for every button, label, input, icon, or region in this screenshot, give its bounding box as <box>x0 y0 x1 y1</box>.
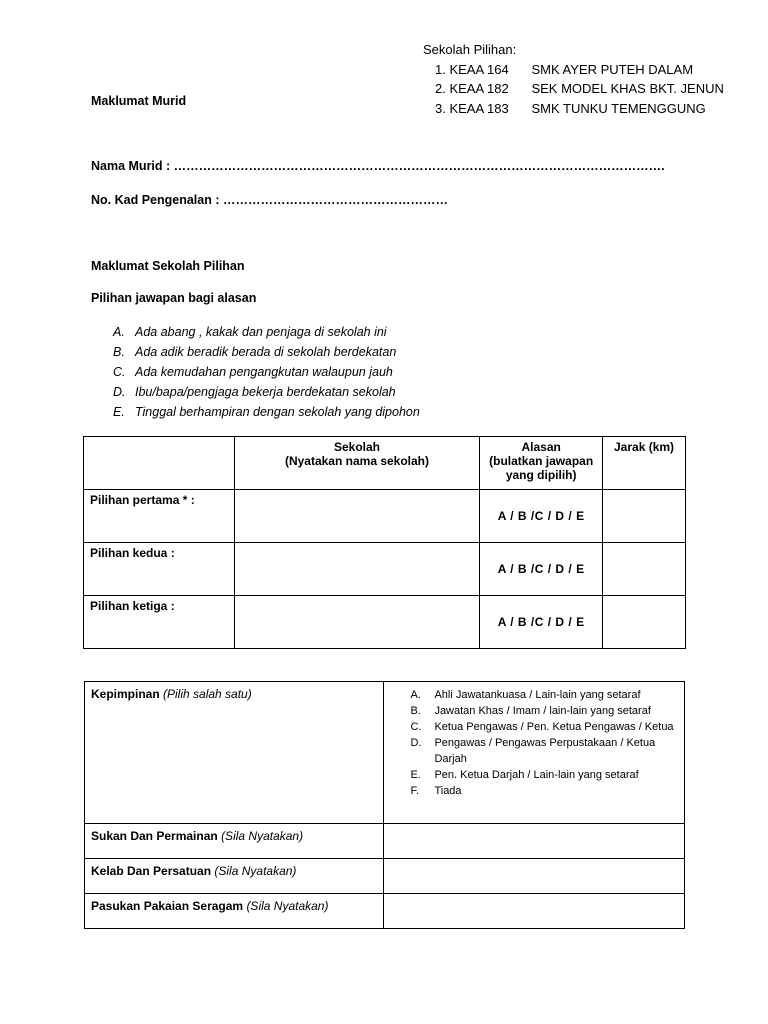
student-ic-field[interactable]: No. Kad Pengenalan : ……………………………………………… <box>91 193 448 207</box>
leadership-option[interactable] <box>390 767 678 783</box>
table-row <box>84 596 686 649</box>
row-label: Pilihan pertama * : <box>84 490 235 543</box>
leadership-option[interactable] <box>390 687 678 703</box>
reason-text: Ada adik beradik berada di sekolah berdekatan <box>135 345 397 359</box>
activity-label-cell <box>85 894 384 929</box>
student-section-title: Maklumat Murid <box>91 94 187 108</box>
reason-item <box>113 322 420 342</box>
activity-input-cell[interactable] <box>384 859 685 894</box>
header-reason-label: Alasan <box>521 440 561 454</box>
distance-input-cell[interactable] <box>603 543 686 596</box>
header-school-hint: (Nyatakan nama sekolah) <box>284 454 430 468</box>
school-choice-item <box>423 99 724 119</box>
school-choice-title: Sekolah Pilihan: <box>423 42 517 57</box>
option-letter: C. <box>410 721 422 733</box>
reason-choice-cell[interactable]: A / B /C / D / E <box>480 490 603 543</box>
reason-choice-cell[interactable]: A / B /C / D / E <box>480 596 603 649</box>
leadership-option[interactable] <box>390 719 678 735</box>
reason-item <box>113 342 420 362</box>
option-text: Ketua Pengawas / Pen. Ketua Pengawas / Ketua <box>434 721 674 733</box>
activity-label: Sukan Dan Permainan <box>91 829 218 843</box>
distance-input-cell[interactable] <box>603 596 686 649</box>
reason-text: Ada abang , kakak dan penjaga di sekolah ini <box>135 325 387 339</box>
activity-row <box>85 894 685 929</box>
header-reason-hint: yang dipilih) <box>505 468 577 482</box>
school-choice-table <box>83 436 686 649</box>
reason-text: Ada kemudahan pengangkutan walaupun jauh <box>135 365 393 379</box>
option-text: Tiada <box>434 785 462 797</box>
header-school-cell <box>234 437 480 490</box>
reason-letter: B. <box>113 345 125 359</box>
school-choice-header <box>423 40 724 118</box>
activity-label: Pasukan Pakaian Seragam <box>91 899 244 913</box>
reasons-title: Pilihan jawapan bagi alasan <box>91 291 257 305</box>
leadership-label: Kepimpinan <box>91 687 160 701</box>
school-name-input-cell[interactable] <box>234 596 480 649</box>
activity-hint: (Sila Nyatakan) <box>214 864 297 878</box>
school-name: SMK TUNKU TEMENGGUNG <box>531 100 706 116</box>
reason-item <box>113 402 420 422</box>
option-letter: A. <box>410 689 421 701</box>
school-num: 2. <box>435 81 446 96</box>
leadership-option[interactable] <box>390 703 678 719</box>
reasons-list <box>113 322 420 422</box>
activity-row <box>85 824 685 859</box>
option-text: Ahli Jawatankuasa / Lain-lain yang setaraf <box>434 689 641 701</box>
student-name-field[interactable]: Nama Murid : ………………………………………………………………………………………………………. <box>91 159 665 173</box>
activity-hint: (Sila Nyatakan) <box>246 899 329 913</box>
option-text: Pen. Ketua Darjah / Lain-lain yang setaraf <box>434 769 639 781</box>
table-row <box>84 490 686 543</box>
school-choice-list <box>423 60 724 119</box>
option-text: Jawatan Khas / Imam / lain-lain yang setaraf <box>434 705 651 717</box>
leadership-row <box>85 682 685 824</box>
reason-letter: C. <box>113 365 126 379</box>
school-name: SMK AYER PUTEH DALAM <box>531 61 694 77</box>
option-letter: B. <box>410 705 421 717</box>
school-code: KEAA 164 <box>449 61 509 77</box>
leadership-option[interactable] <box>390 735 678 767</box>
leadership-label-cell <box>85 682 384 824</box>
activity-label: Kelab Dan Persatuan <box>91 864 212 878</box>
school-name-input-cell[interactable] <box>234 543 480 596</box>
school-num: 3. <box>435 100 446 116</box>
leadership-hint: (Pilih salah satu) <box>163 687 252 701</box>
school-name: SEK MODEL KHAS BKT. JENUN <box>531 81 724 96</box>
header-school-label: Sekolah <box>333 440 380 454</box>
activity-table <box>84 681 685 929</box>
header-reason-cell <box>480 437 603 490</box>
table-row <box>84 543 686 596</box>
distance-input-cell[interactable] <box>603 490 686 543</box>
reason-choice-cell[interactable]: A / B /C / D / E <box>480 543 603 596</box>
school-code: KEAA 182 <box>449 81 509 96</box>
header-distance-cell: Jarak (km) <box>603 437 686 490</box>
school-choice-item <box>423 79 724 99</box>
option-letter: E. <box>410 769 421 781</box>
activity-label-cell <box>85 859 384 894</box>
option-letter: D. <box>410 737 422 749</box>
row-label: Pilihan ketiga : <box>84 596 235 649</box>
leadership-option[interactable] <box>390 783 678 799</box>
reason-text: Tinggal berhampiran dengan sekolah yang dipohon <box>135 405 420 419</box>
header-empty-cell <box>84 437 235 490</box>
leadership-options-list <box>390 687 678 799</box>
row-label: Pilihan kedua : <box>84 543 235 596</box>
school-choice-item <box>423 60 724 80</box>
activity-input-cell[interactable] <box>384 894 685 929</box>
activity-label-cell <box>85 824 384 859</box>
reason-letter: D. <box>113 385 126 399</box>
school-section-title: Maklumat Sekolah Pilihan <box>91 259 245 273</box>
reason-item <box>113 362 420 382</box>
reason-item <box>113 382 420 402</box>
school-num: 1. <box>435 61 446 77</box>
school-name-input-cell[interactable] <box>234 490 480 543</box>
activity-hint: (Sila Nyatakan) <box>221 829 304 843</box>
header-reason-hint: (bulatkan jawapan <box>489 454 594 468</box>
reason-letter: E. <box>113 405 125 419</box>
reason-letter: A. <box>113 325 125 339</box>
activity-input-cell[interactable] <box>384 824 685 859</box>
leadership-options-cell[interactable] <box>384 682 685 824</box>
activity-row <box>85 859 685 894</box>
option-letter: F. <box>410 785 419 797</box>
school-code: KEAA 183 <box>449 100 509 116</box>
reason-text: Ibu/bapa/pengjaga bekerja berdekatan sekolah <box>135 385 396 399</box>
option-text: Pengawas / Pengawas Perpustakaan / Ketua Darjah <box>434 737 656 765</box>
table-header-row <box>84 437 686 490</box>
